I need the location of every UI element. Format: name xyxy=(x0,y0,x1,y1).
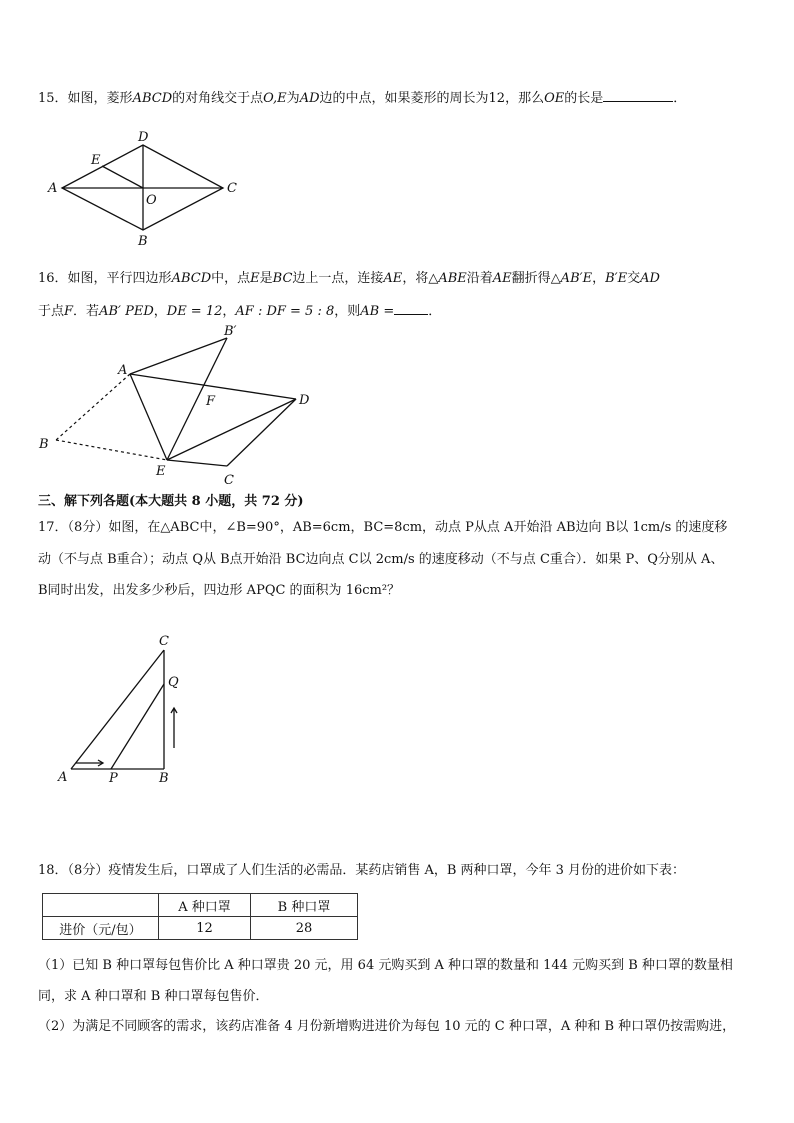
math: OE xyxy=(544,91,565,106)
q18-line-1: 18．（8分）疫情发生后，口罩成了人们生活的必需品．某药店销售 A，B 两种口罩，今年 3 月份的进价如下表： xyxy=(38,863,686,878)
text: 为 xyxy=(286,91,300,106)
label-b: B xyxy=(39,437,49,452)
text: 边的中点，如果菱形的周长为 xyxy=(319,91,489,106)
q15-text xyxy=(38,89,686,108)
text: ， xyxy=(222,304,236,319)
segment-oe xyxy=(102,166,143,188)
parallelogram-fold-figure xyxy=(36,324,336,489)
table-row xyxy=(43,917,358,940)
text: ． xyxy=(428,304,442,319)
math: AB′ PED xyxy=(99,304,154,319)
label-f: F xyxy=(206,394,216,409)
label-p: P xyxy=(109,771,118,786)
label-q: Q xyxy=(168,675,179,690)
label-o: O xyxy=(146,193,157,208)
q16-line-2 xyxy=(38,302,441,321)
segment-ec xyxy=(167,460,227,466)
label-a: A xyxy=(48,181,58,196)
math: DE = 12 xyxy=(166,304,223,319)
table-row-label: 进价（元/包） xyxy=(43,917,159,940)
table-cell: 12 xyxy=(159,917,251,940)
table-cell: 28 xyxy=(251,917,358,940)
label-d: D xyxy=(138,130,149,145)
text: 如图，菱形 xyxy=(67,91,133,106)
text: 的长是 xyxy=(564,91,604,106)
label-b: B xyxy=(138,234,148,249)
math: B′E xyxy=(605,271,628,286)
text: ． xyxy=(673,91,687,106)
table-header-cell: A 种口罩 xyxy=(159,894,251,917)
text: ，则 xyxy=(334,304,361,319)
label-d: D xyxy=(299,393,310,408)
label-e: E xyxy=(156,464,166,479)
q18-part1-line-1: （1）已知 B 种口罩每包售价比 A 种口罩贵 20 元，用 64 元购买到 A 种口罩的数量和 144 元购买到 B 种口罩的数量相 xyxy=(38,958,733,973)
label-b-prime: B′ xyxy=(224,324,237,339)
text: ， xyxy=(153,304,167,319)
text: ，那么 xyxy=(505,91,545,106)
text: ， xyxy=(592,271,606,286)
label-a: A xyxy=(58,770,68,785)
text: 的对角线交于点 xyxy=(172,91,264,106)
answer-blank xyxy=(394,302,428,315)
q18-part2-line-1: （2）为满足不同顾客的需求，该药店准备 4 月份新增购进进价为每包 10 元的 C 种口罩，A 种和 B 种口罩仍按需购进， xyxy=(38,1019,736,1034)
table-header-row xyxy=(43,894,358,917)
math: △ABE xyxy=(428,271,467,286)
question-number: 15． xyxy=(38,91,68,106)
math: AE xyxy=(383,271,403,286)
math: ABCD xyxy=(132,91,173,106)
table-header-cell: B 种口罩 xyxy=(251,894,358,917)
q16-line-1 xyxy=(38,270,660,288)
text: 如图，平行四边形 xyxy=(67,271,172,286)
math: ABCD xyxy=(171,271,212,286)
text: 中，点 xyxy=(211,271,251,286)
text: 是 xyxy=(259,271,273,286)
q18-part1-line-2: 同，求 A 种口罩和 B 种口罩每包售价． xyxy=(38,989,269,1004)
rhombus-figure xyxy=(40,128,240,248)
math: AD xyxy=(299,91,320,106)
label-c: C xyxy=(224,473,234,488)
text: ．若 xyxy=(73,304,100,319)
math: AB = xyxy=(360,304,395,319)
math: BC xyxy=(272,271,293,286)
math: 12 xyxy=(488,91,506,106)
table-header-cell xyxy=(43,894,159,917)
dashed-be xyxy=(56,440,167,460)
label-a: A xyxy=(118,363,128,378)
math: O,E xyxy=(263,91,287,106)
text: ，将 xyxy=(402,271,429,286)
segment-de xyxy=(167,399,296,460)
segment-dc xyxy=(227,399,296,466)
label-b: B xyxy=(159,771,169,786)
q17-line-3: B同时出发，出发多少秒后，四边形 APQC 的面积为 16cm²？ xyxy=(38,583,401,598)
text: 于点 xyxy=(38,304,65,319)
segment-ac xyxy=(71,650,164,769)
math: AD xyxy=(640,271,660,286)
math: F xyxy=(64,304,74,319)
q17-line-2: 动（不与点 B重合）；动点 Q从 B点开始沿 BC边向点 C以 2cm/s 的速度移动（不与点 C重合）．如果 P、Q分别从 A、 xyxy=(38,552,724,567)
text: 交 xyxy=(627,271,641,286)
text: 边上一点，连接 xyxy=(292,271,384,286)
right-triangle-figure xyxy=(55,632,215,792)
section-heading: 三、解下列各题(本大题共 8 小题，共 72 分) xyxy=(38,494,304,509)
label-c: C xyxy=(159,634,169,649)
math: E xyxy=(250,271,260,286)
label-e: E xyxy=(91,153,101,168)
segment-ae xyxy=(130,374,167,460)
label-c: C xyxy=(227,181,237,196)
answer-blank xyxy=(603,89,673,102)
question-number: 16． xyxy=(38,271,68,286)
dashed-ab xyxy=(56,374,130,440)
math: AF : DF = 5 : 8 xyxy=(235,304,335,319)
math: AE xyxy=(492,271,512,286)
text: 沿着 xyxy=(466,271,493,286)
price-table xyxy=(42,893,358,940)
q17-line-1: 17．（8分）如图，在△ABC中，∠B=90°，AB=6cm，BC=8cm，动点 P从点 A开始沿 AB边向 B以 1cm/s 的速度移 xyxy=(38,520,728,535)
math: △AB′E xyxy=(550,271,593,286)
segment-pq xyxy=(111,684,164,769)
text: 翻折得 xyxy=(511,271,551,286)
